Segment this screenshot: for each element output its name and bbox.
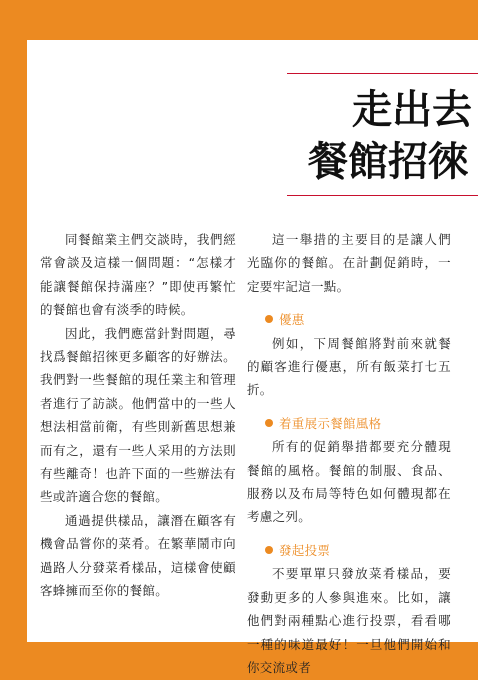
article-column-right (247, 228, 451, 679)
paragraph: 通過提供樣品，讓潛在顧客有機會品嘗你的菜肴。在繁華鬧市向過路人分發菜肴樣品，這樣會使顧客蜂擁而至你的餐館。 (40, 512, 236, 599)
section-heading (247, 539, 451, 562)
title-line-1: 走出去 (352, 86, 472, 133)
paragraph: 例如，下周餐館將對前來就餐的顧客進行優惠，所有飯菜打七五折。 (247, 335, 451, 398)
orange-frame-top (0, 0, 478, 40)
title-rule-bottom (287, 195, 478, 196)
orange-frame-left (0, 0, 27, 680)
title-rule-top (287, 73, 478, 74)
section-heading-label: 着重展示餐館風格 (279, 415, 382, 431)
section-heading-label: 優惠 (279, 312, 305, 328)
section-heading-label: 發起投票 (279, 542, 331, 558)
paragraph: 同餐館業主們交談時，我們經常會談及這樣一個問題：“怎樣才能讓餐館保持滿座？”即使再繁忙的餐館也會有淡季的時候。 (40, 232, 236, 318)
paragraph: 因此，我們應當針對問題，尋找爲餐館招徠更多顧客的好辦法。我們對一些餐館的現任業主和管理者進行了訪談。他們當中的一些人想法相當前衛，有些則新舊思想兼而有之，還有一些人采用的方法則有些離奇！也許下面的一些辦法有些或許適合您的餐館。 (40, 325, 236, 505)
paragraph: 所有的促銷舉措都要充分體現餐館的風格。餐館的制服、食品、服務以及布局等特色如何體現都在考慮之列。 (247, 439, 451, 525)
article-column-left (40, 228, 236, 603)
bullet-dot-icon (265, 315, 273, 323)
paragraph: 這一舉措的主要目的是讓人們光臨你的餐館。在計劃促銷時，一定要牢記這一點。 (247, 232, 451, 294)
bullet-dot-icon (265, 419, 273, 427)
paragraph: 不要單單只發放菜肴樣品，要發動更多的人參與進來。比如，讓他們對兩種點心進行投票，看看哪一種的味道最好！一旦他們開始和你交流或者 (247, 566, 451, 675)
title-line-2: 餐館招徠 (308, 138, 468, 185)
section-heading (247, 412, 451, 435)
section-heading (247, 308, 451, 331)
bullet-dot-icon (265, 546, 273, 554)
